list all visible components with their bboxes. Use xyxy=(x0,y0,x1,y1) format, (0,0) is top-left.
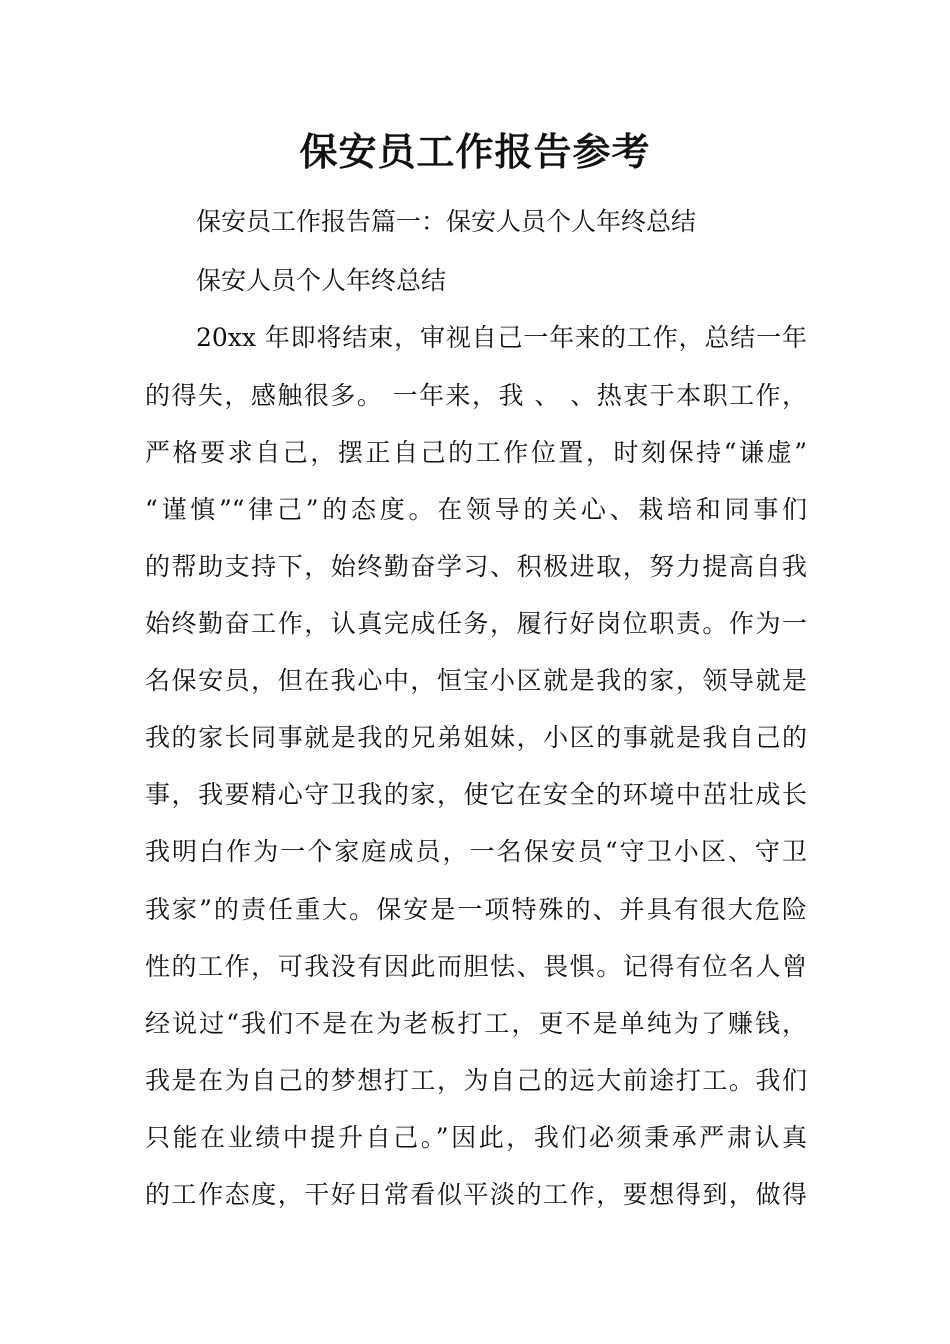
body-line: 的工作态度，干好日常看似平淡的工作，要想得到，做得 xyxy=(145,1180,807,1209)
body-line: 的得失，感触很多。 一年来，我 、 、热衷于本职工作， xyxy=(145,381,807,410)
body-line: 我家”的责任重大。保安是一项特殊的、并具有很大危险 xyxy=(145,895,807,924)
body-line: 我的家长同事就是我的兄弟姐妹，小区的事就是我自己的 xyxy=(145,723,807,752)
body-line: 的帮助支持下，始终勤奋学习、积极进取，努力提高自我 xyxy=(145,552,807,581)
body-line: 名保安员，但在我心中，恒宝小区就是我的家，领导就是 xyxy=(145,666,807,695)
body-line: “谨慎”“律己”的态度。在领导的关心、栽培和同事们 xyxy=(145,495,807,524)
body-line: 严格要求自己，摆正自己的工作位置，时刻保持“谦虚” xyxy=(145,438,807,467)
section-heading: 保安员工作报告篇一：保安人员个人年终总结 xyxy=(196,207,697,236)
body-line: 事，我要精心守卫我的家，使它在安全的环境中茁壮成长 xyxy=(145,780,807,809)
document-title: 保安员工作报告参考 xyxy=(299,129,651,174)
body-line: 我明白作为一个家庭成员，一名保安员“守卫小区、守卫 xyxy=(145,837,807,866)
body-line: 我是在为自己的梦想打工，为自己的远大前途打工。我们 xyxy=(145,1066,807,1095)
body-line: 始终勤奋工作，认真完成任务，履行好岗位职责。作为一 xyxy=(145,609,807,638)
body-line: 经说过“我们不是在为老板打工，更不是单纯为了赚钱， xyxy=(145,1009,807,1038)
body-line: 20xx 年即将结束，审视自己一年来的工作，总结一年 xyxy=(196,323,807,352)
body-line: 性的工作，可我没有因此而胆怯、畏惧。记得有位名人曾 xyxy=(145,952,807,981)
body-line: 只能在业绩中提升自己。”因此，我们必须秉承严肃认真 xyxy=(145,1123,807,1152)
section-subheading: 保安人员个人年终总结 xyxy=(196,266,447,295)
